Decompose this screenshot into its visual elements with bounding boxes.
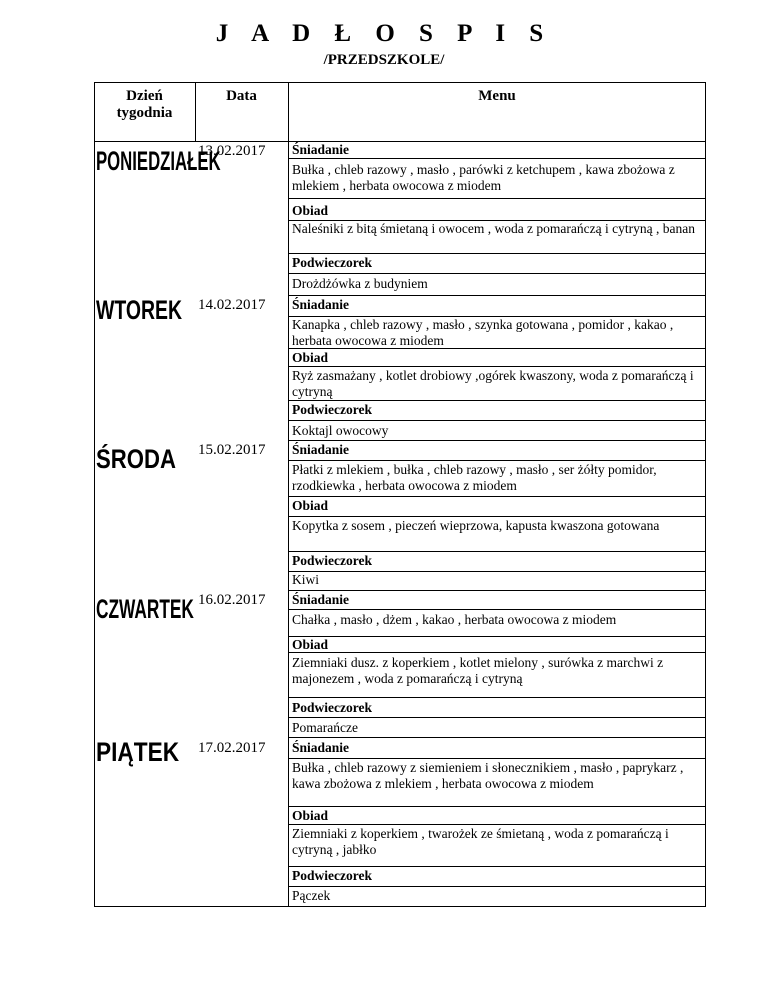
snack-label: Podwieczorek [292, 255, 372, 270]
header-day-line2: tygodnia [116, 105, 173, 121]
snack-text: Pomarańcze [292, 720, 358, 735]
row-divider [288, 697, 706, 698]
lunch-text: Ryż zasmażany , kotlet drobiowy ,ogórek kwaszony, woda z pomarańczą i cytryną [292, 368, 694, 399]
row-divider [288, 496, 706, 497]
row-divider [288, 717, 706, 718]
lunch-text: Kopytka z sosem , pieczeń wieprzowa, kapusta kwaszona gotowana [292, 518, 660, 533]
row-divider [288, 737, 706, 738]
date-tuesday: 14.02.2017 [198, 297, 266, 313]
row-divider [288, 460, 706, 461]
row-divider [288, 806, 706, 807]
breakfast-text: Kanapka , chleb razowy , masło , szynka gotowana , pomidor , kakao , herbata owocowa z miodem [292, 317, 674, 348]
column-divider [288, 82, 289, 907]
breakfast-text: Płatki z mlekiem , bułka , chleb razowy , masło , ser żółty pomidor, rzodkiewka , herbata owocowa z miodem [292, 462, 657, 493]
day-name-tuesday: WTOREK [96, 295, 183, 325]
lunch-label: Obiad [292, 637, 329, 652]
date-wednesday: 15.02.2017 [198, 442, 266, 458]
breakfast-text: Bułka , chleb razowy z siemieniem i słonecznikiem , masło , paprykarz , kawa zbożowa z mlekiem , herbata owocowa z miodem [292, 760, 684, 791]
day-name-wednesday: ŚRODA [96, 444, 176, 474]
lunch-label: Obiad [292, 808, 329, 823]
snack-text: Drożdżówka z budyniem [292, 276, 428, 291]
document-title: J A D Ł O S P I S [215, 20, 553, 47]
lunch-label: Obiad [292, 350, 329, 365]
row-divider [288, 273, 706, 274]
snack-label: Podwieczorek [292, 402, 372, 417]
row-divider [288, 366, 706, 367]
row-divider [288, 652, 706, 653]
row-divider [288, 866, 706, 867]
breakfast-label: Śniadanie [292, 592, 350, 607]
date-thursday: 16.02.2017 [198, 592, 266, 608]
row-divider [288, 758, 706, 759]
lunch-text: Ziemniaki z koperkiem , twarożek ze śmietaną , woda z pomarańczą i cytryną , jabłko [292, 826, 669, 857]
lunch-label: Obiad [292, 498, 329, 513]
snack-text: Kiwi [292, 572, 319, 587]
header-divider [94, 141, 706, 142]
header-date: Data [226, 88, 257, 104]
row-divider [288, 590, 706, 591]
row-divider [288, 420, 706, 421]
day-name-friday: PIĄTEK [96, 737, 180, 767]
date-monday: 13.02.2017 [198, 143, 266, 159]
row-divider [288, 158, 706, 159]
snack-label: Podwieczorek [292, 553, 372, 568]
row-divider [288, 198, 706, 199]
row-divider [288, 516, 706, 517]
row-divider [288, 824, 706, 825]
breakfast-label: Śniadanie [292, 442, 350, 457]
row-divider [288, 551, 706, 552]
lunch-text: Naleśniki z bitą śmietaną i owocem , woda z pomarańczą i cytryną , banan [292, 221, 695, 236]
row-divider [288, 886, 706, 887]
snack-label: Podwieczorek [292, 700, 372, 715]
row-divider [288, 609, 706, 610]
breakfast-text: Bułka , chleb razowy , masło , parówki z ketchupem , kawa zbożowa z mlekiem , herbata owocowa z miodem [292, 162, 675, 193]
snack-text: Koktajl owocowy [292, 423, 389, 438]
day-name-thursday: CZWARTEK [96, 594, 194, 624]
snack-label: Podwieczorek [292, 868, 372, 883]
lunch-text: Ziemniaki dusz. z koperkiem , kotlet mielony , surówka z marchwi z majonezem , woda z pomarańczą i cytryną [292, 655, 664, 686]
header-day [94, 88, 195, 122]
breakfast-label: Śniadanie [292, 297, 350, 312]
row-divider [288, 440, 706, 441]
document-subtitle: /PRZEDSZKOLE/ [323, 52, 445, 68]
breakfast-label: Śniadanie [292, 142, 350, 157]
row-divider [288, 253, 706, 254]
header-day-line1: Dzień [126, 88, 163, 104]
row-divider [288, 636, 706, 637]
header-menu: Menu [478, 88, 516, 104]
day-name-monday: PONIEDZIAŁEK [96, 146, 221, 176]
lunch-label: Obiad [292, 203, 329, 218]
row-divider [288, 295, 706, 296]
date-friday: 17.02.2017 [198, 740, 266, 756]
snack-text: Pączek [292, 888, 331, 903]
breakfast-text: Chałka , masło , dżem , kakao , herbata owocowa z miodem [292, 612, 617, 627]
row-divider [288, 400, 706, 401]
breakfast-label: Śniadanie [292, 740, 350, 755]
